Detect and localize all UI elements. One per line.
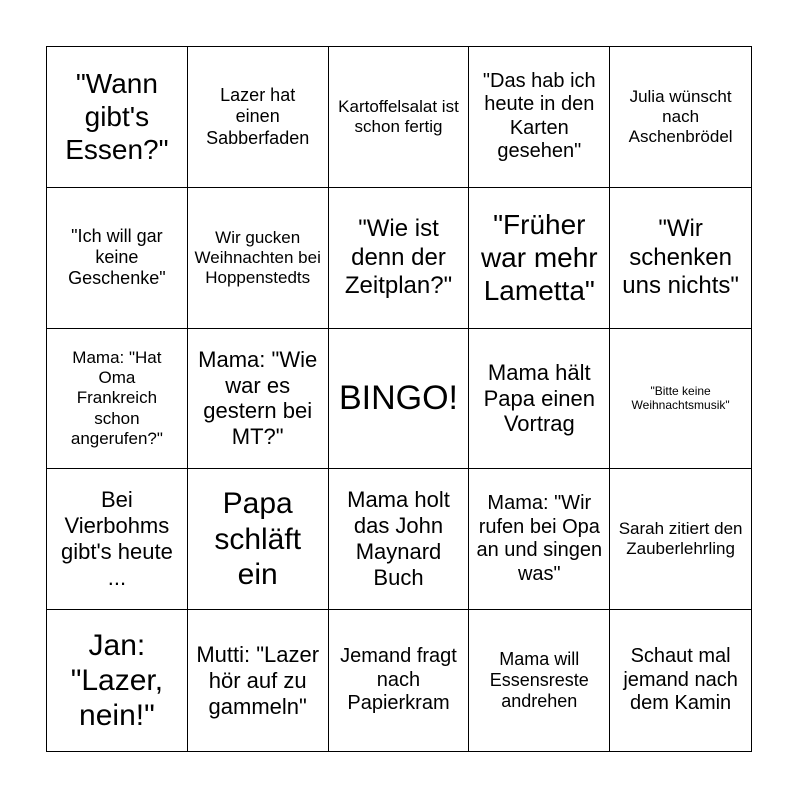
bingo-cell-text: Mama hält Papa einen Vortrag [483,359,595,437]
bingo-cell[interactable] [469,188,610,329]
bingo-free-space[interactable] [329,329,470,470]
bingo-cell[interactable] [329,610,470,751]
bingo-cell[interactable] [610,188,751,329]
bingo-cell-text: Papa schläft ein [214,487,302,591]
bingo-cell-text: Bei Vierbohms gibt's heute ... [60,487,173,591]
bingo-cell-text: Mama holt das John Maynard Buch [347,487,450,591]
bingo-cell-text: "Wie ist denn der Zeitplan?" [344,215,453,299]
bingo-cell[interactable] [47,469,188,610]
bingo-cell[interactable] [610,329,751,470]
bingo-cell-text: Schaut mal jemand nach dem Kamin [623,645,738,715]
bingo-cell-text: Jemand fragt nach Papierkram [340,645,457,715]
bingo-cell[interactable] [610,47,751,188]
bingo-cell[interactable] [610,610,751,751]
bingo-cell[interactable] [47,47,188,188]
bingo-cell[interactable] [188,47,329,188]
bingo-board [46,46,752,752]
bingo-cell-text: "Ich will gar keine Geschenke" [68,225,166,289]
bingo-cell[interactable] [188,469,329,610]
bingo-cell[interactable] [47,610,188,751]
bingo-cell[interactable] [47,329,188,470]
bingo-cell[interactable] [329,188,470,329]
bingo-cell-text: Lazer hat einen Sabberfaden [206,85,310,148]
bingo-cell-text: "Früher war mehr Lametta" [480,209,598,307]
bingo-cell-text: "Bitte keine Weihnachtsmusik" [631,384,730,413]
bingo-cell[interactable] [188,188,329,329]
bingo-cell[interactable] [329,469,470,610]
bingo-cell-text: Mutti: "Lazer hör auf zu gammeln" [196,641,320,719]
bingo-cell-text: Julia wünscht nach Aschenbrödel [628,86,733,146]
bingo-cell[interactable] [47,188,188,329]
bingo-cell-text: Mama will Essensreste andrehen [489,648,589,712]
bingo-cell-text: "Wir schenken uns nichts" [622,215,739,299]
bingo-cell-text: Mama: "Wir rufen bei Opa an und singen was" [476,492,603,585]
bingo-cell[interactable] [469,47,610,188]
bingo-cell-text: Jan: "Lazer, nein!" [70,628,164,733]
bingo-cell-text: "Das hab ich heute in den Karten gesehen" [482,69,596,163]
bingo-cell[interactable] [188,610,329,751]
bingo-cell[interactable] [188,329,329,470]
bingo-cell-text: Mama: "Wie war es gestern bei MT?" [198,346,318,450]
bingo-cell[interactable] [469,329,610,470]
bingo-cell-text: "Wann gibt's Essen?" [65,68,169,166]
bingo-cell[interactable] [610,469,751,610]
bingo-free-space-text: BINGO! [338,379,458,418]
bingo-cell-text: Kartoffelsalat ist schon fertig [338,96,459,136]
bingo-cell[interactable] [469,610,610,751]
bingo-cell[interactable] [329,47,470,188]
bingo-cell-text: Mama: "Hat Oma Frankreich schon angerufen?" [70,348,163,448]
bingo-cell-text: Sarah zitiert den Zauberlehrling [618,519,743,559]
bingo-cell[interactable] [469,469,610,610]
bingo-cell-text: Wir gucken Weihnachten bei Hoppenstedts [194,227,321,287]
